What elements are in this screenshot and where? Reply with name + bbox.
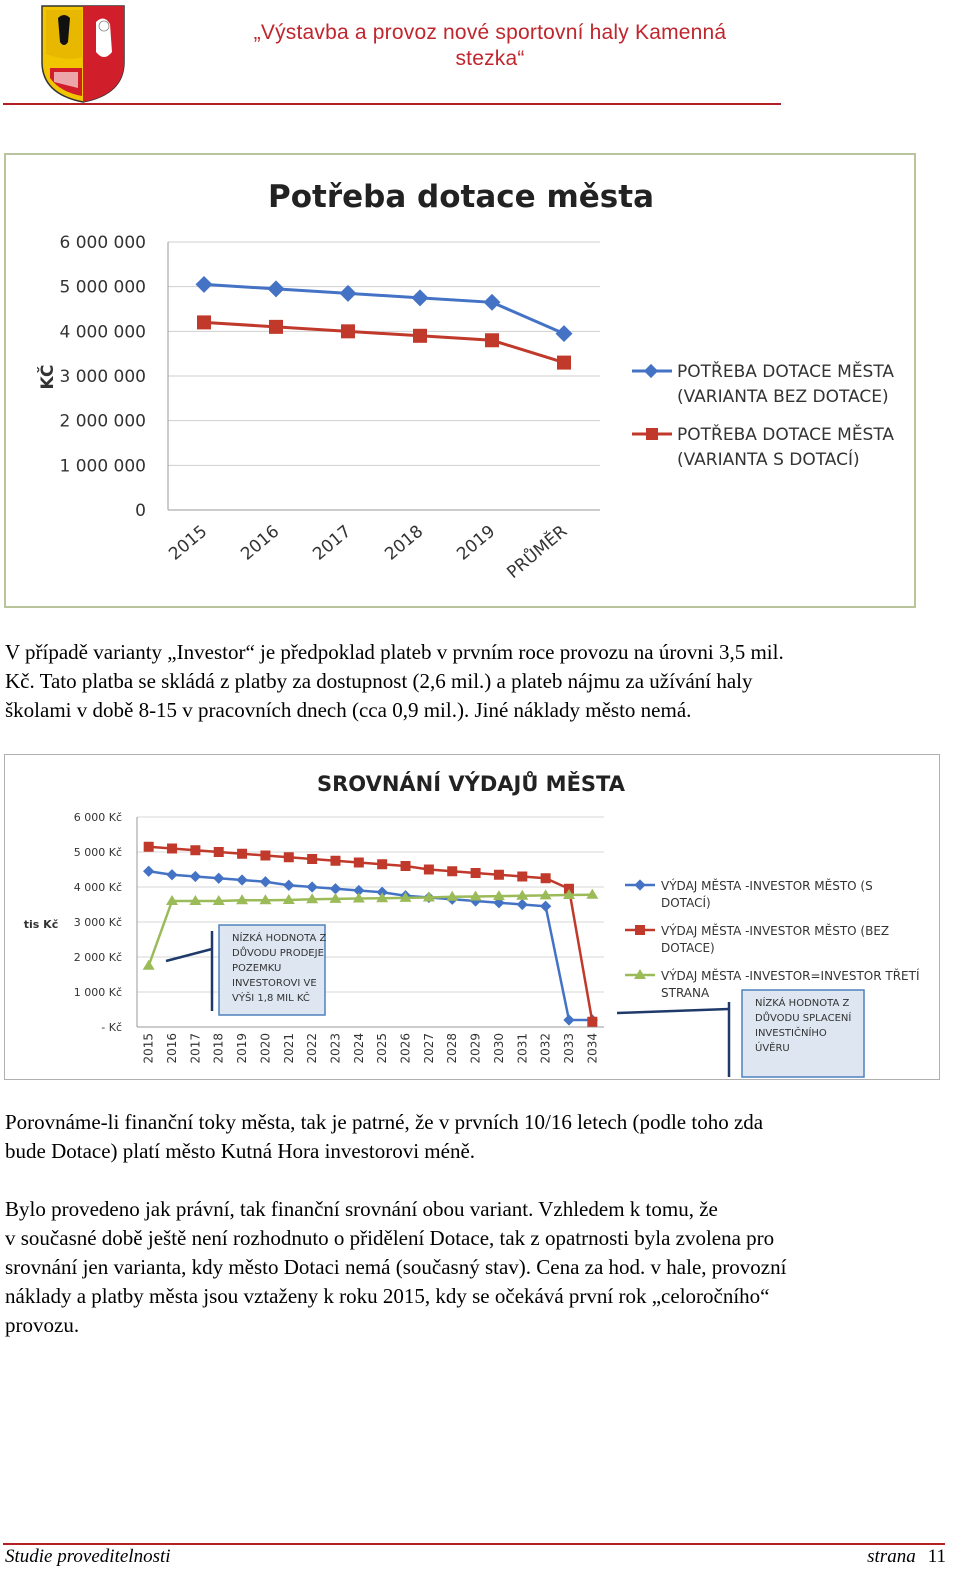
chart-2-point-diamond [166,869,177,880]
chart-2-point-square [541,873,551,883]
chart-2-annotation-text: ÚVĚRU [755,1043,790,1054]
chart-2-point-diamond [517,899,528,910]
chart-2-point-diamond [260,876,271,887]
chart-1-x-tick-label: 2019 [453,521,500,565]
chart-1-legend-marker [646,428,658,440]
document-header-title [200,20,780,72]
chart-2-annotation-text: INVESTOROVI VE [232,978,317,989]
chart-2-point-diamond [306,881,317,892]
chart-1-point-square [413,329,427,343]
chart-2-point-square [214,847,224,857]
chart-2-x-tick-label: 2019 [235,1033,250,1064]
chart-2-annotation-text: INVESTIČNÍHO [755,1028,827,1039]
city-coat-of-arms [38,2,128,104]
chart-2-legend-marker [635,925,645,935]
chart-2-x-tick-label: 2017 [188,1033,203,1064]
chart-srovnani-vydaju [4,754,940,1080]
chart-2-point-diamond [190,871,201,882]
footer-page-info [867,1546,946,1568]
chart-1-legend-label: (VARIANTA BEZ DOTACE) [677,387,889,407]
chart-2-legend-marker [634,879,645,890]
chart-2-x-tick-label: 2024 [351,1033,366,1064]
chart-2-point-square [471,868,481,878]
paragraph-1-line: Kč. Tato platba se skládá z platby za dostupnost (2,6 mil.) a plateb nájmu za užívání haly [5,669,753,693]
chart-2-point-square [284,852,294,862]
chart-1-point-square [485,333,499,347]
chart-1-series-line [204,322,564,362]
chart-2-annotation-pointer [617,1009,729,1013]
chart-2-series-line [149,871,593,1020]
chart-2-legend-label: VÝDAJ MĚSTA -INVESTOR MĚSTO (BEZ [661,924,890,938]
chart-potreba-dotace [4,153,916,608]
chart-1-point-diamond [268,280,285,297]
chart-1-y-tick-label: 3 000 000 [59,367,146,387]
chart-1-y-axis-label: KČ [38,364,58,390]
chart-2-y-tick-label: 4 000 Kč [73,881,122,894]
chart-2-x-tick-label: 2022 [305,1033,320,1064]
chart-2-y-tick-label: 3 000 Kč [73,916,122,929]
chart-2-legend-label: STRANA [661,986,710,1000]
chart-2-y-tick-label: 5 000 Kč [73,846,122,859]
chart-2-x-tick-label: 2020 [258,1033,273,1064]
chart-2-point-diamond [143,866,154,877]
paragraph-2-line: bude Dotace) platí město Kutná Hora investorovi méně. [5,1139,476,1163]
footer-page-label: strana [867,1546,916,1567]
chart-2-point-square [190,845,200,855]
chart-2-point-square [377,859,387,869]
chart-2-legend-label: VÝDAJ MĚSTA -INVESTOR=INVESTOR TŘETÍ [661,969,920,983]
chart-1-legend-marker [644,364,658,378]
footer-document-name: Studie proveditelnosti [5,1546,171,1567]
chart-1-point-diamond [196,276,213,293]
chart-1-legend-label: POTŘEBA DOTACE MĚSTA [677,362,895,382]
chart-2-point-diamond [283,880,294,891]
chart-1-x-tick-label: 2015 [165,521,212,565]
chart-1-y-tick-label: 2 000 000 [59,411,146,432]
chart-2-point-square [237,849,247,859]
chart-2-annotation-text: NÍZKÁ HODNOTA Z [755,998,850,1009]
chart-2-title: SROVNÁNÍ VÝDAJŮ MĚSTA [317,772,625,796]
paragraph-1-line: školami v době 8-15 v pracovních dnech (cca 0,9 mil.). Jiné náklady město nemá. [5,698,692,722]
chart-2-point-square [167,844,177,854]
chart-1-x-tick-label: 2017 [309,521,356,565]
header-title-line-2: stezka“ [455,47,525,70]
chart-2-x-tick-label: 2033 [561,1033,576,1064]
chart-2-annotation-text: NÍZKÁ HODNOTA Z [232,933,327,944]
chart-1-y-tick-label: 0 [135,501,146,521]
chart-2-x-tick-label: 2016 [165,1033,180,1064]
chart-2-point-square [424,865,434,875]
paragraph-investor-platby [5,638,951,725]
chart-2-annotation-text: VÝŠI 1,8 MIL KČ [232,993,310,1004]
chart-2-annotation-text: DŮVODU PRODEJE [232,948,324,959]
chart-2-x-tick-label: 2026 [398,1033,413,1064]
paragraph-srovnani-variant [5,1195,951,1340]
chart-2-point-square [260,851,270,861]
header-divider [3,103,781,105]
chart-2-point-diamond [330,883,341,894]
chart-2-point-square [330,856,340,866]
chart-1-x-tick-label: PRŮMĚR [503,521,572,583]
chart-1-y-tick-label: 6 000 000 [59,233,146,253]
chart-2-y-tick-label: 2 000 Kč [73,951,122,964]
chart-2-point-square [494,870,504,880]
chart-2-y-axis-label: tis Kč [23,918,59,931]
footer-divider [3,1543,945,1545]
chart-2-point-diamond [563,1014,574,1025]
chart-2-x-tick-label: 2025 [375,1033,390,1064]
chart-2-x-tick-label: 2027 [421,1033,436,1064]
chart-2-point-square [354,858,364,868]
paragraph-porovnani [5,1108,951,1166]
chart-2-x-tick-label: 2018 [211,1033,226,1064]
paragraph-3-line: náklady a platby města jsou vztaženy k roku 2015, kdy se očekává první rok „celoročního“ [5,1284,770,1308]
chart-2-x-tick-label: 2034 [585,1033,600,1064]
header-title-line-1: „Výstavba a provoz nové sportovní haly Kamenná [253,21,727,44]
chart-1-svg [6,155,914,606]
chart-1-point-square [557,356,571,370]
chart-1-y-tick-label: 5 000 000 [59,277,146,298]
chart-2-x-tick-label: 2032 [538,1033,553,1064]
chart-2-point-square [447,866,457,876]
chart-2-x-tick-label: 2030 [491,1033,506,1064]
chart-1-x-tick-label: 2016 [237,521,284,565]
chart-2-annotation-text: POZEMKU [232,963,282,974]
chart-1-point-diamond [484,294,501,311]
chart-2-legend-label: DOTACE) [661,941,715,955]
chart-2-point-diamond [540,901,551,912]
chart-1-point-square [269,320,283,334]
chart-1-point-diamond [340,285,357,302]
chart-2-point-square [587,1017,597,1027]
chart-2-x-tick-label: 2015 [141,1033,156,1064]
chart-2-x-tick-label: 2028 [445,1033,460,1064]
chart-1-point-diamond [556,325,573,342]
chart-1-x-tick-label: 2018 [381,521,428,565]
chart-2-y-tick-label: 6 000 Kč [73,811,122,824]
paragraph-2-line: Porovnáme-li finanční toky města, tak je patrné, že v prvních 10/16 letech (podle toho zda [5,1110,764,1134]
chart-1-point-square [341,324,355,338]
chart-2-legend-label: DOTACÍ) [661,896,711,910]
paragraph-3-line: v současné době ještě není rozhodnuto o přidělení Dotace, tak z opatrnosti byla zvolena pro [5,1226,775,1250]
chart-2-point-square [307,854,317,864]
chart-2-point-square [517,872,527,882]
chart-1-legend-label: POTŘEBA DOTACE MĚSTA [677,425,895,445]
chart-2-annotation-pointer [166,949,212,961]
chart-2-legend-label: VÝDAJ MĚSTA -INVESTOR MĚSTO (S [661,879,873,893]
chart-2-x-tick-label: 2021 [281,1033,296,1064]
paragraph-1-line: V případě varianty „Investor“ je předpoklad plateb v prvním roce provozu na úrovni 3,5 mil. [5,640,784,664]
chart-2-point-square [144,842,154,852]
paragraph-3-line: srovnání jen varianta, kdy město Dotaci nemá (současný stav). Cena za hod. v hale, provozní [5,1255,787,1279]
chart-2-point-square [401,861,411,871]
chart-2-point-diamond [213,873,224,884]
chart-1-point-square [197,315,211,329]
chart-1-legend-label: (VARIANTA S DOTACÍ) [677,450,860,470]
paragraph-3-line: Bylo provedeno jak právní, tak finanční srovnání obou variant. Vzhledem k tomu, že [5,1197,718,1221]
chart-2-x-tick-label: 2023 [328,1033,343,1064]
footer-page-number: 11 [927,1546,946,1567]
chart-2-y-tick-label: 1 000 Kč [73,986,122,999]
chart-2-point-triangle [143,960,155,970]
chart-2-x-tick-label: 2031 [515,1033,530,1064]
paragraph-3-line: provozu. [5,1313,80,1337]
chart-2-point-diamond [236,874,247,885]
chart-2-svg [5,755,939,1079]
chart-2-y-tick-label: - Kč [101,1021,122,1034]
chart-1-title: Potřeba dotace města [268,179,654,215]
chart-2-x-tick-label: 2029 [468,1033,483,1064]
chart-2-annotation-text: DŮVODU SPLACENÍ [755,1013,852,1024]
chart-1-y-tick-label: 1 000 000 [59,456,146,477]
chart-1-y-tick-label: 4 000 000 [59,322,146,343]
chart-1-point-diamond [412,289,429,306]
